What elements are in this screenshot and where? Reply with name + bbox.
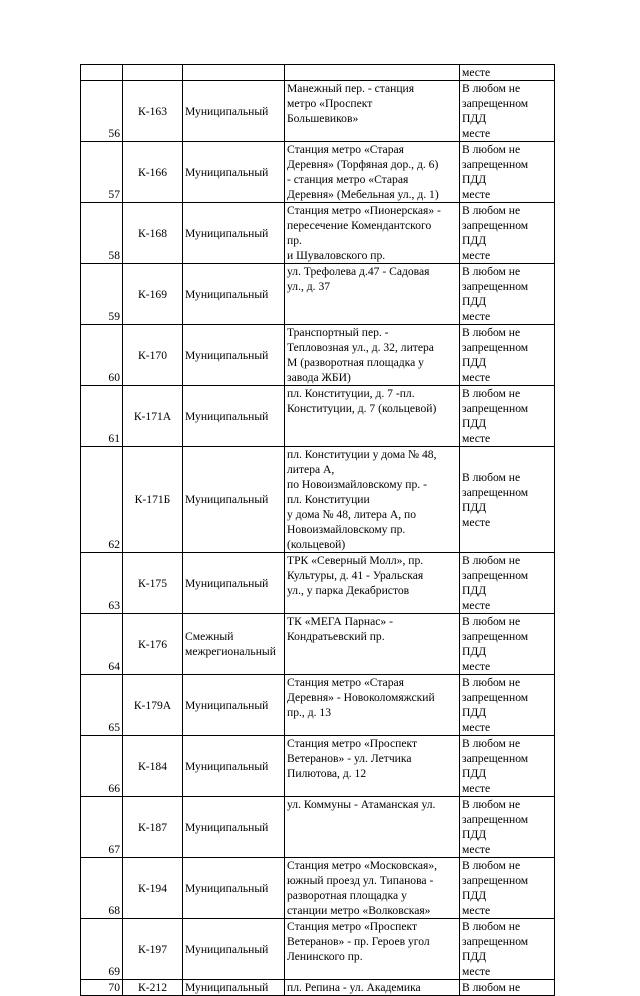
row-number bbox=[81, 65, 123, 81]
route-type: Смежный межрегиональный bbox=[183, 614, 285, 675]
route-path: ул. Трефолева д.47 - Садовая ул., д. 37 bbox=[285, 264, 460, 325]
route-type: Муниципальный bbox=[183, 142, 285, 203]
stop-place: В любом не запрещенном ПДД месте bbox=[460, 203, 555, 264]
route-path: Станция метро «Старая Деревня» - Новоколомяжский пр., д. 13 bbox=[285, 675, 460, 736]
table-row bbox=[81, 142, 555, 203]
row-number: 70 bbox=[81, 980, 123, 996]
row-number: 68 bbox=[81, 858, 123, 919]
table-row bbox=[81, 553, 555, 614]
route-code: К-194 bbox=[123, 858, 183, 919]
route-path: Манежный пер. - станция метро «Проспект Большевиков» bbox=[285, 81, 460, 142]
route-code bbox=[123, 65, 183, 81]
table-row bbox=[81, 614, 555, 675]
table-row bbox=[81, 65, 555, 81]
table-row bbox=[81, 447, 555, 553]
route-type: Муниципальный bbox=[183, 386, 285, 447]
route-code: К-187 bbox=[123, 797, 183, 858]
row-number: 62 bbox=[81, 447, 123, 553]
row-number: 67 bbox=[81, 797, 123, 858]
route-path: Транспортный пер. - Тепловозная ул., д. 32, литера М (разворотная площадка у завода ЖБИ) bbox=[285, 325, 460, 386]
route-code: К-197 bbox=[123, 919, 183, 980]
route-path: Станция метро «Московская», южный проезд ул. Типанова - разворотная площадка у станции метро «Волковская» bbox=[285, 858, 460, 919]
route-type: Муниципальный bbox=[183, 203, 285, 264]
route-path: пл. Репина - ул. Академика bbox=[285, 980, 460, 996]
stop-place: В любом не запрещенном ПДД месте bbox=[460, 736, 555, 797]
table-row bbox=[81, 675, 555, 736]
route-path: ТРК «Северный Молл», пр. Культуры, д. 41 - Уральская ул., у парка Декабристов bbox=[285, 553, 460, 614]
route-type: Муниципальный bbox=[183, 447, 285, 553]
route-type: Муниципальный bbox=[183, 736, 285, 797]
routes-table bbox=[80, 64, 555, 996]
row-number: 58 bbox=[81, 203, 123, 264]
route-code: К-166 bbox=[123, 142, 183, 203]
table-row bbox=[81, 203, 555, 264]
stop-place: В любом не запрещенном ПДД месте bbox=[460, 614, 555, 675]
route-path: ул. Коммуны - Атаманская ул. bbox=[285, 797, 460, 858]
route-type: Муниципальный bbox=[183, 264, 285, 325]
row-number: 63 bbox=[81, 553, 123, 614]
row-number: 66 bbox=[81, 736, 123, 797]
row-number: 61 bbox=[81, 386, 123, 447]
stop-place: В любом не запрещенном ПДД месте bbox=[460, 553, 555, 614]
stop-place: В любом не запрещенном ПДД месте bbox=[460, 858, 555, 919]
route-type: Муниципальный bbox=[183, 325, 285, 386]
table-row bbox=[81, 81, 555, 142]
route-code: К-169 bbox=[123, 264, 183, 325]
stop-place: В любом не запрещенном ПДД месте bbox=[460, 675, 555, 736]
route-code: К-184 bbox=[123, 736, 183, 797]
stop-place: месте bbox=[460, 65, 555, 81]
route-path: Станция метро «Пионерская» - пересечение Комендантского пр. и Шуваловского пр. bbox=[285, 203, 460, 264]
route-path: Станция метро «Проспект Ветеранов» - ул. Летчика Пилютова, д. 12 bbox=[285, 736, 460, 797]
route-type: Муниципальный bbox=[183, 675, 285, 736]
route-type: Муниципальный bbox=[183, 980, 285, 996]
table-row bbox=[81, 386, 555, 447]
stop-place: В любом не запрещенном ПДД месте bbox=[460, 142, 555, 203]
stop-place: В любом не запрещенном ПДД месте bbox=[460, 386, 555, 447]
routes-table-body bbox=[81, 65, 555, 996]
row-number: 65 bbox=[81, 675, 123, 736]
route-code: К-212 bbox=[123, 980, 183, 996]
route-type: Муниципальный bbox=[183, 797, 285, 858]
route-type: Муниципальный bbox=[183, 919, 285, 980]
route-code: К-171Б bbox=[123, 447, 183, 553]
row-number: 57 bbox=[81, 142, 123, 203]
table-row bbox=[81, 736, 555, 797]
table-row bbox=[81, 325, 555, 386]
row-number: 64 bbox=[81, 614, 123, 675]
row-number: 69 bbox=[81, 919, 123, 980]
stop-place: В любом не запрещенном ПДД месте bbox=[460, 81, 555, 142]
route-code: К-175 bbox=[123, 553, 183, 614]
table-row bbox=[81, 797, 555, 858]
table-row bbox=[81, 858, 555, 919]
route-type: Муниципальный bbox=[183, 553, 285, 614]
route-type bbox=[183, 65, 285, 81]
stop-place: В любом не запрещенном ПДД месте bbox=[460, 264, 555, 325]
route-code: К-179А bbox=[123, 675, 183, 736]
stop-place: В любом не запрещенном ПДД месте bbox=[460, 447, 555, 553]
route-path: пл. Конституции у дома № 48, литера А, по Новоизмайловскому пр. - пл. Конституции у дома № 48, литера А, по Новоизмайловскому пр. (кольцевой) bbox=[285, 447, 460, 553]
row-number: 59 bbox=[81, 264, 123, 325]
route-type: Муниципальный bbox=[183, 858, 285, 919]
stop-place: В любом не запрещенном ПДД месте bbox=[460, 325, 555, 386]
route-path bbox=[285, 65, 460, 81]
table-row bbox=[81, 919, 555, 980]
route-path: Станция метро «Проспект Ветеранов» - пр. Героев угол Ленинского пр. bbox=[285, 919, 460, 980]
route-code: К-168 bbox=[123, 203, 183, 264]
table-row bbox=[81, 980, 555, 996]
route-path: Станция метро «Старая Деревня» (Торфяная дор., д. 6) - станция метро «Старая Деревня» (Мебельная ул., д. 1) bbox=[285, 142, 460, 203]
stop-place: В любом не запрещенном ПДД месте bbox=[460, 919, 555, 980]
route-path: пл. Конституции, д. 7 -пл. Конституции, д. 7 (кольцевой) bbox=[285, 386, 460, 447]
stop-place: В любом не запрещенном ПДД месте bbox=[460, 797, 555, 858]
route-code: К-170 bbox=[123, 325, 183, 386]
route-code: К-163 bbox=[123, 81, 183, 142]
route-code: К-171А bbox=[123, 386, 183, 447]
stop-place: В любом не bbox=[460, 980, 555, 996]
row-number: 56 bbox=[81, 81, 123, 142]
table-row bbox=[81, 264, 555, 325]
route-code: К-176 bbox=[123, 614, 183, 675]
route-path: ТК «МЕГА Парнас» - Кондратьевский пр. bbox=[285, 614, 460, 675]
route-type: Муниципальный bbox=[183, 81, 285, 142]
row-number: 60 bbox=[81, 325, 123, 386]
